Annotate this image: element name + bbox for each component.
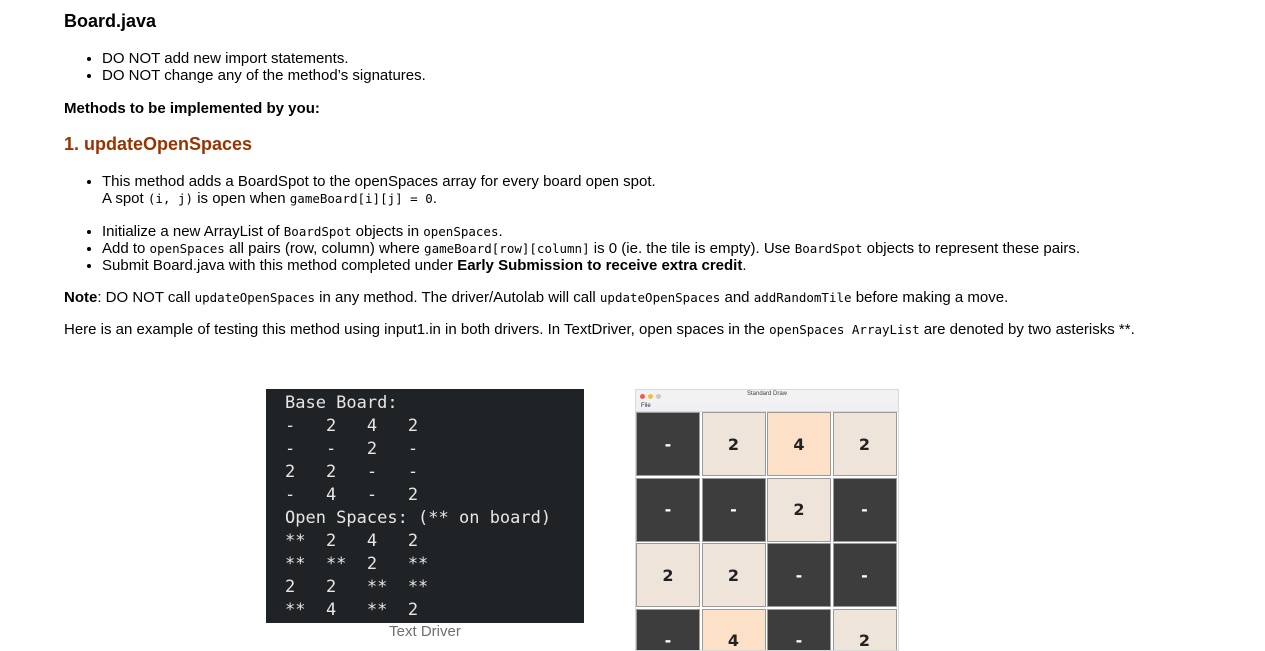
list-item [102, 240, 1252, 257]
inline-code: openSpaces [150, 241, 225, 256]
board-tile: 4 [767, 412, 831, 476]
board-tile: 2 [833, 412, 897, 476]
board-tile: 2 [767, 478, 831, 542]
board-tile: - [833, 478, 897, 542]
terminal-line: ** ** 2 ** [285, 553, 428, 576]
board-tile: - [636, 478, 700, 542]
terminal-line: Open Spaces: (** on board) [285, 507, 551, 530]
bullet-text: is 0 (ie. the tile is empty). Use [590, 240, 795, 257]
inline-code: openSpaces [423, 224, 498, 239]
board-tile: - [833, 543, 897, 607]
terminal-line: ** 4 ** 2 [285, 599, 418, 622]
board-tile: - [702, 478, 766, 542]
inline-code: BoardSpot [284, 224, 352, 239]
bullet-text: A spot [102, 190, 148, 207]
window-titlebar [636, 390, 898, 402]
menu-bar [636, 402, 898, 412]
board-tile: - [636, 609, 700, 651]
inline-code: BoardSpot [795, 241, 863, 256]
bullet-text: objects to represent these pairs. [862, 240, 1080, 257]
example-paragraph [64, 321, 1144, 338]
bullet-text: . [498, 223, 502, 240]
text-driver-screenshot [266, 389, 584, 623]
inline-code: updateOpenSpaces [600, 290, 720, 305]
list-item [102, 257, 1252, 274]
note-paragraph [64, 289, 1008, 306]
note-text: : DO NOT call [97, 289, 194, 306]
bullet-text: . [742, 257, 746, 274]
bullet-text: This method adds a BoardSpot to the openSpaces array for every board open spot. [102, 173, 656, 190]
board-tile: - [636, 412, 700, 476]
rules-list [64, 50, 426, 84]
example-text: Here is an example of testing this method using input1.in in both drivers. In TextDriver, open spaces in the [64, 321, 769, 338]
rule-item: • DO NOT add new import statements. [102, 50, 426, 67]
menu-file: File [641, 403, 651, 409]
terminal-line: ** 2 4 2 [285, 530, 418, 553]
method-details-list [64, 173, 1252, 274]
inline-code: gameBoard[row][column] [424, 241, 590, 256]
inline-code: openSpaces ArrayList [769, 322, 920, 337]
board-tile: 2 [702, 412, 766, 476]
bullet-text: Add to [102, 240, 150, 257]
bold-text: Early Submission to receive extra credit [457, 257, 742, 274]
board-tile: 4 [702, 609, 766, 651]
terminal-line: - - 2 - [285, 438, 418, 461]
bullet-text: is open when [193, 190, 290, 207]
terminal-line: 2 2 ** ** [285, 576, 428, 599]
section-title: 1. updateOpenSpaces [64, 134, 252, 155]
bullet-text: Initialize a new ArrayList of [102, 223, 284, 240]
bullet-text: Submit Board.java with this method completed under [102, 257, 457, 274]
board-tile: 2 [833, 609, 897, 651]
page-title: Board.java [64, 11, 156, 32]
bullet-text: objects in [352, 223, 424, 240]
board-tile: - [767, 609, 831, 651]
bullet-text: . [433, 190, 437, 207]
bullet-text: all pairs (row, column) where [225, 240, 424, 257]
list-item [102, 173, 1252, 207]
terminal-line: Base Board: [285, 392, 398, 415]
game-board-grid [636, 412, 898, 651]
inline-code: updateOpenSpaces [195, 290, 315, 305]
board-tile: - [767, 543, 831, 607]
note-text: and [720, 289, 753, 306]
inline-code: gameBoard[i][j] = 0 [290, 191, 433, 206]
board-tile: 2 [636, 543, 700, 607]
list-item [102, 223, 1252, 240]
standard-draw-window [635, 389, 899, 651]
window-title: Standard Draw [636, 391, 898, 397]
text-driver-caption: Text Driver [266, 623, 584, 640]
rule-item: • DO NOT change any of the method’s signatures. [102, 67, 426, 84]
inline-code: addRandomTile [754, 290, 852, 305]
inline-code: (i, j) [148, 191, 193, 206]
methods-heading: Methods to be implemented by you: [64, 100, 320, 117]
note-text: in any method. The driver/Autolab will call [315, 289, 600, 306]
note-text: before making a move. [852, 289, 1009, 306]
terminal-line: - 2 4 2 [285, 415, 418, 438]
terminal-line: - 4 - 2 [285, 484, 418, 507]
note-label: Note [64, 289, 97, 306]
example-text: are denoted by two asterisks **. [920, 321, 1135, 338]
board-tile: 2 [702, 543, 766, 607]
terminal-line: 2 2 - - [285, 461, 418, 484]
